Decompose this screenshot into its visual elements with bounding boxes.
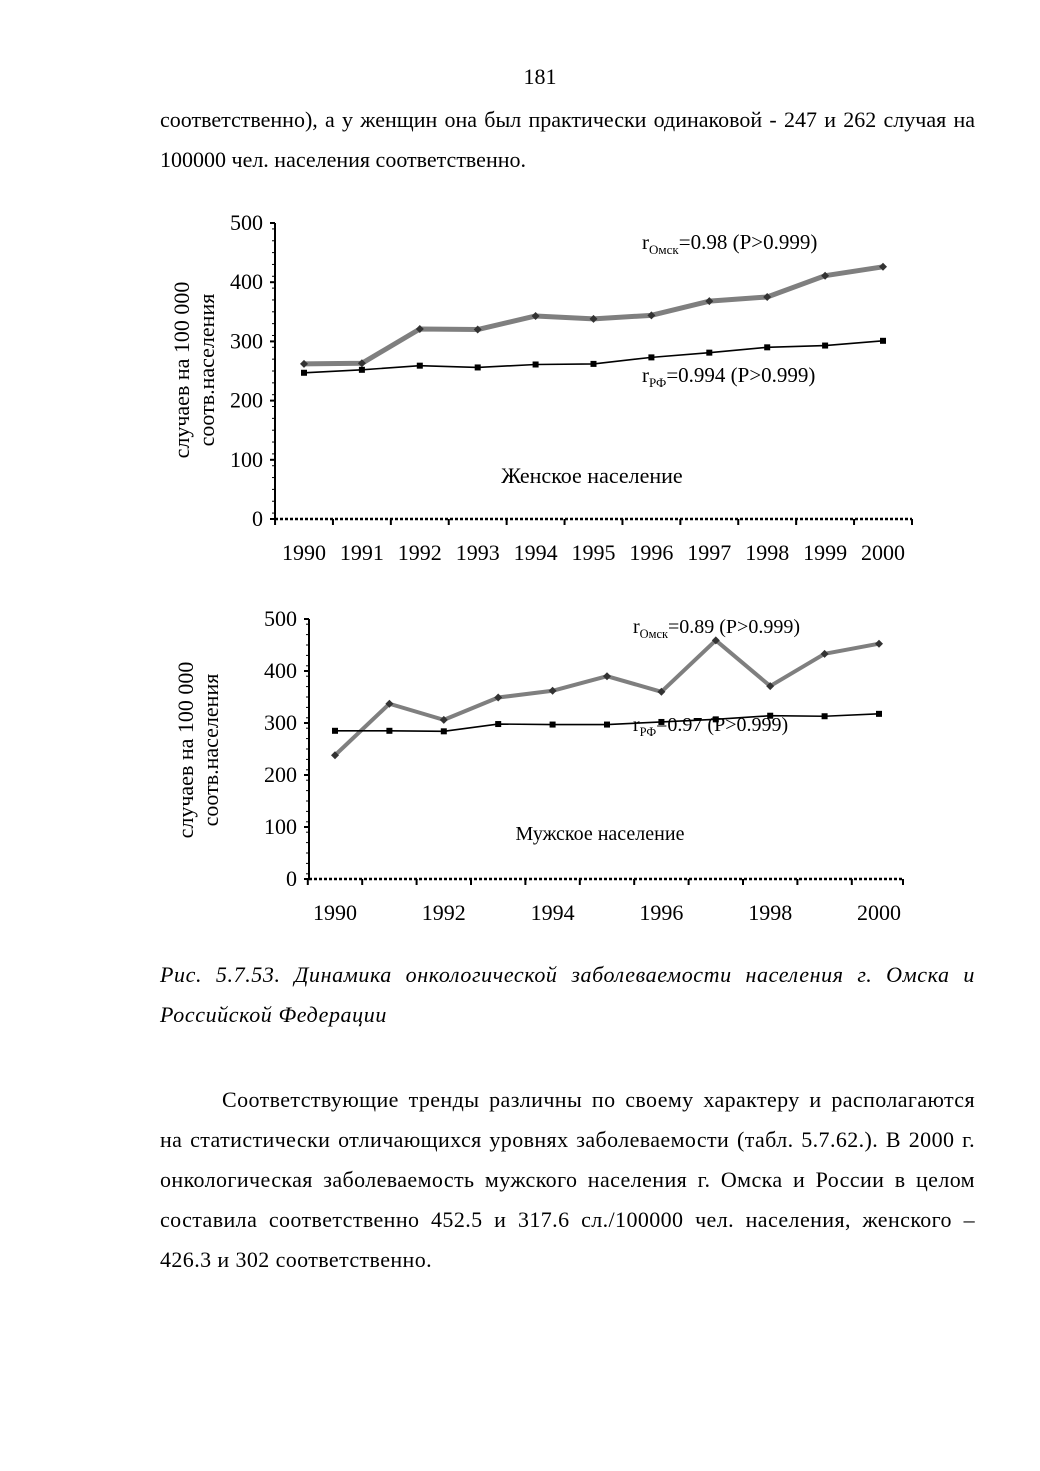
y-axis-label: случаев на 100 000 [173, 661, 198, 839]
y-tick-label: 0 [286, 866, 297, 891]
y-tick-label: 0 [252, 506, 263, 531]
point-rf [332, 728, 338, 734]
annotation-omsk: $r_{Омск}=0.89$ (P>0.999) [633, 616, 800, 641]
x-tick-label: 2000 [857, 900, 901, 925]
y-tick-label: 300 [264, 710, 297, 735]
y-tick-label: 100 [264, 814, 297, 839]
x-tick-label: 1999 [803, 540, 848, 565]
paragraph-bottom: Соответствующие тренды различны по своему характеру и располагаются на статистически отличающихся уровнях заболеваемости (табл. 5.7.62.). В 2000 г. онкологическая заболеваемость мужского населения г. Омска и России в целом составила соответственно 452.5 и 317.6 сл./100000 чел. населения, женского – 426.3 и 302 соответственно. [160, 1087, 975, 1272]
y-tick-label: 100 [230, 446, 263, 472]
series-line-omsk [335, 640, 879, 755]
annotation-rf: $r_{РФ}=0.994$ (P>0.999) [642, 363, 816, 390]
x-tick-label: 1998 [745, 540, 790, 565]
x-tick-label: 1995 [571, 540, 616, 565]
point-rf [550, 722, 556, 728]
x-tick-label: 1991 [339, 540, 384, 565]
y-tick-label: 400 [230, 269, 263, 295]
y-tick-label: 500 [264, 606, 297, 631]
series-group-label: Женское население [501, 463, 683, 488]
x-tick-label: 1992 [421, 900, 466, 925]
point-rf [876, 711, 882, 717]
y-tick-label: 500 [230, 210, 263, 235]
annotation-rf: $r_{РФ}=0.97$ (P>0.999) [633, 714, 789, 739]
y-axis-label: случаев на 100 000 [169, 281, 194, 459]
x-tick-label: 1997 [687, 540, 732, 565]
x-tick-label: 1990 [313, 900, 357, 925]
point-rf [604, 722, 610, 728]
x-tick-label: 2000 [861, 540, 905, 565]
x-tick-label: 1990 [282, 540, 326, 565]
page-number: 181 [523, 64, 557, 89]
point-rf [495, 721, 501, 727]
y-tick-label: 200 [230, 387, 263, 413]
y-axis-label: соотв.населения [198, 673, 223, 827]
point-omsk [875, 640, 883, 648]
x-tick-label: 1992 [397, 540, 442, 565]
point-rf [441, 728, 447, 734]
y-tick-label: 400 [264, 658, 297, 683]
annotation-omsk: $r_{Омск}=0.98$ (P>0.999) [642, 230, 818, 257]
point-rf [386, 728, 392, 734]
x-tick-label: 1994 [530, 900, 575, 925]
y-tick-label: 300 [230, 328, 263, 354]
x-tick-label: 1996 [629, 540, 674, 565]
figure-caption: Рис. 5.7.53. Динамика онкологической заболеваемости населения г. Омска и Российской Федерации [160, 962, 975, 1027]
point-rf [822, 713, 828, 719]
x-tick-label: 1994 [513, 540, 558, 565]
series-group-label: Мужское население [515, 823, 685, 845]
x-tick-label: 1993 [455, 540, 500, 565]
paragraph-top: соответственно), а у женщин она был практически одинаковой - 247 и 262 случая на 100000 чел. населения соответственно. [160, 107, 975, 172]
x-tick-label: 1996 [639, 900, 684, 925]
x-tick-label: 1998 [748, 900, 793, 925]
y-axis-label: соотв.населения [194, 293, 219, 447]
y-tick-label: 200 [264, 762, 297, 787]
